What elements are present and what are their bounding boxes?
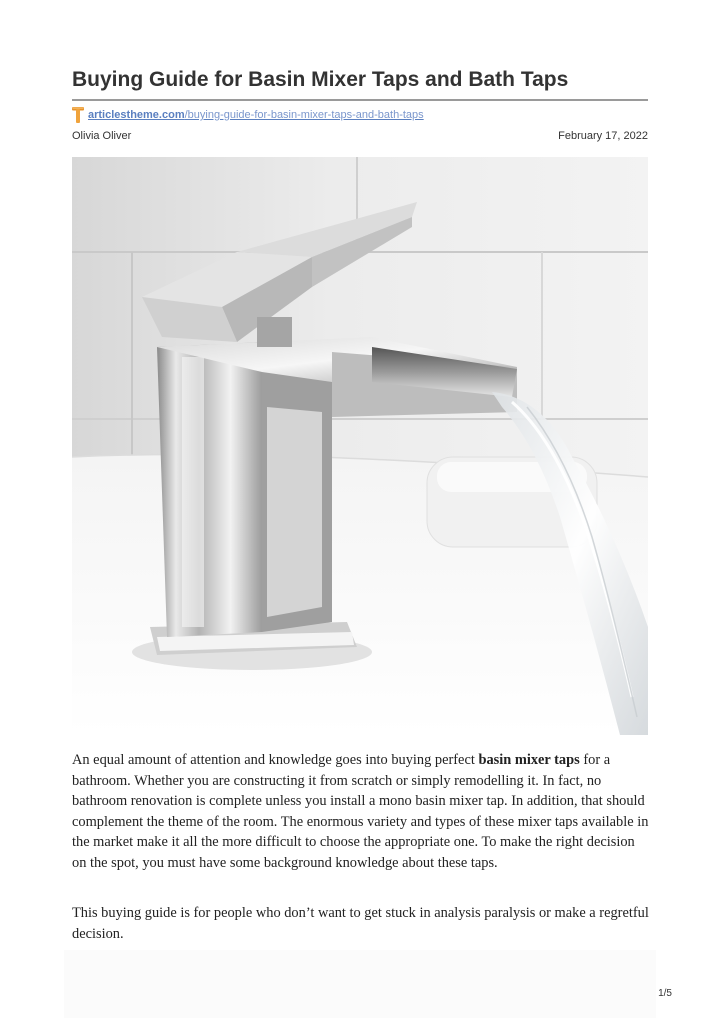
page-indicator: 1/5	[658, 988, 672, 999]
keyword-link[interactable]: basin mixer taps	[478, 752, 580, 768]
publish-date: February 17, 2022	[558, 130, 648, 142]
intro-paragraph-start: An equal amount of attention and knowledge goes into buying perfect	[72, 752, 479, 768]
source-link[interactable]	[88, 109, 424, 121]
intro-paragraph	[72, 750, 652, 873]
intro-paragraph-rest: for a bathroom. Whether you are constructing it from scratch or simply remodelling it. In fact, no bathroom renovation is complete unless you install a mono basin mixer tap. In addition, that should complement the theme of the room. The enormous variety and types of these mixer taps available in the market make it all the more difficult to choose the appropriate one. To make the right decision on the spot, you must have some background knowledge about these taps.	[72, 752, 649, 871]
articlestheme-logo-icon	[72, 106, 84, 124]
page-footer-shade	[64, 950, 656, 1018]
hero-image	[72, 157, 648, 735]
source-path: /buying-guide-for-basin-mixer-taps-and-bath-taps	[184, 109, 424, 121]
source-domain: articlestheme.com	[88, 109, 185, 121]
title-divider	[72, 99, 648, 101]
source-line	[72, 104, 424, 126]
author-name: Olivia Oliver	[72, 130, 132, 142]
page-title: Buying Guide for Basin Mixer Taps and Bath Taps	[72, 68, 569, 91]
guide-purpose-paragraph: This buying guide is for people who don’t want to get stuck in analysis paralysis or make a regretful decision.	[72, 905, 649, 942]
